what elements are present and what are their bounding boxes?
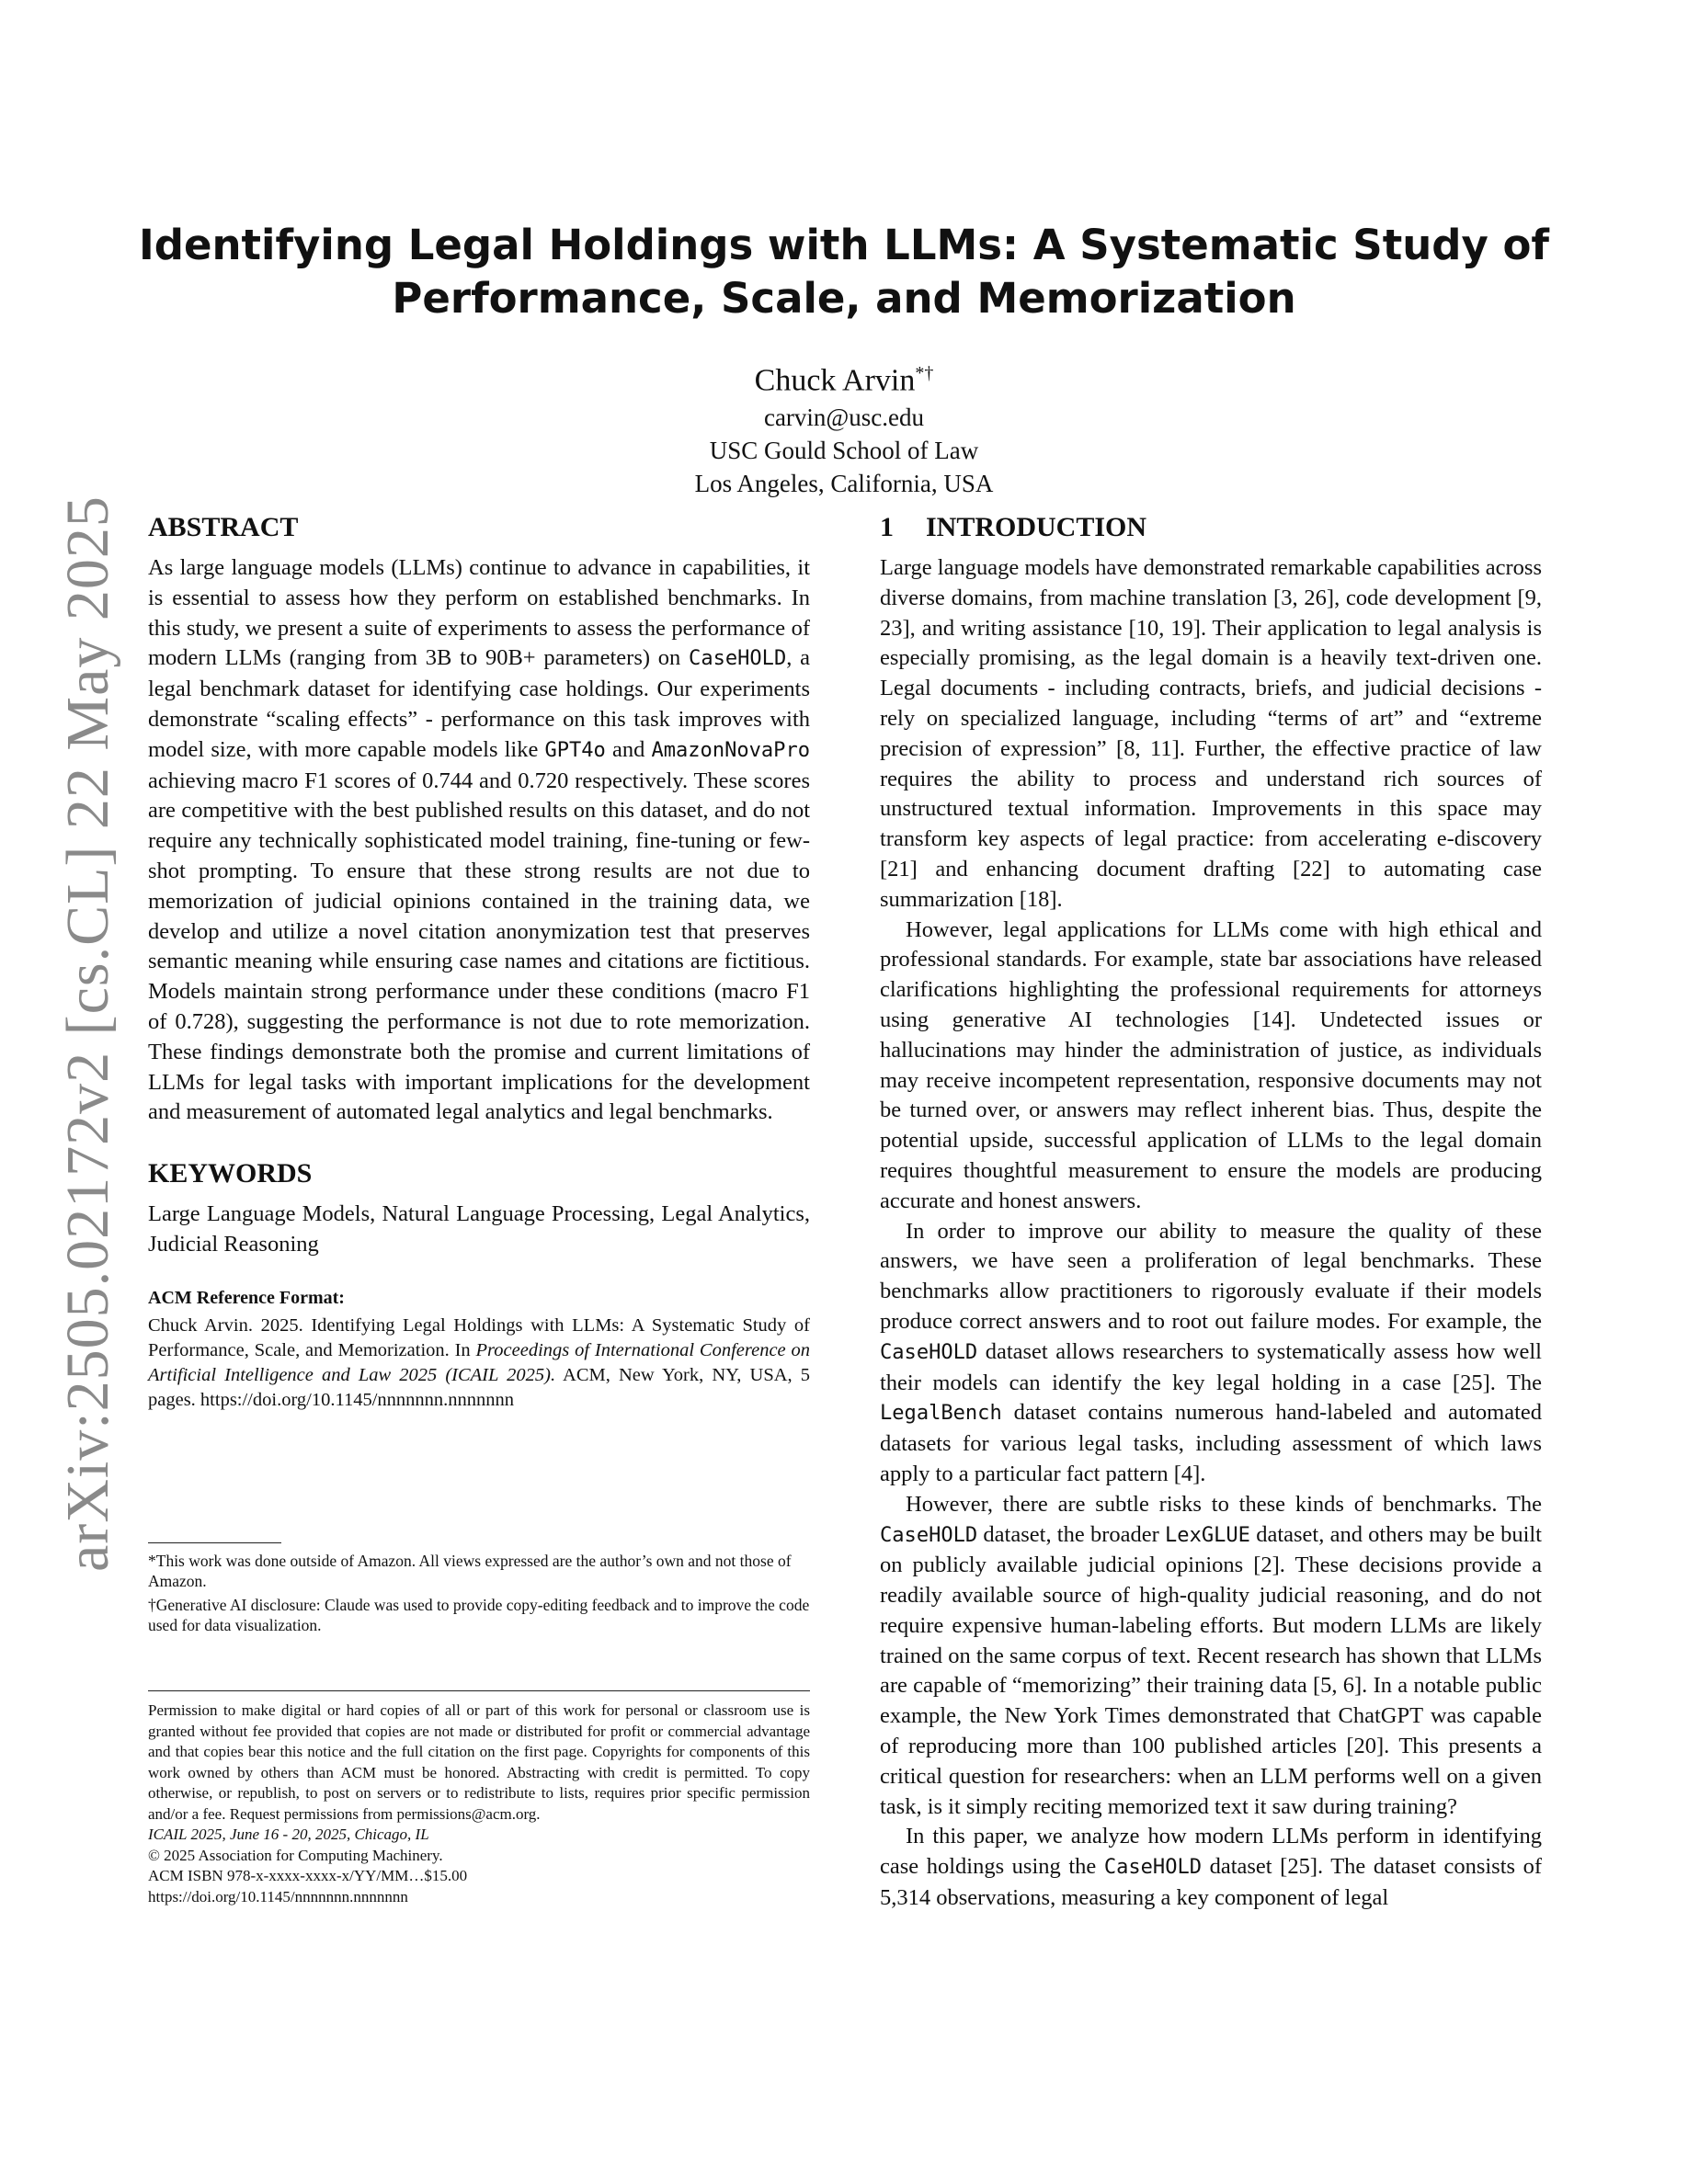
isbn-line: ACM ISBN 978-x-xxxx-xxxx-x/YY/MM…$15.00 xyxy=(148,1867,468,1884)
footnote-1: *This work was done outside of Amazon. All views expressed are the author’s own and not those of Amazon. xyxy=(148,1552,792,1590)
permission-rule xyxy=(148,1690,810,1691)
keywords-text: Large Language Models, Natural Language Processing, Legal Analytics, Judicial Reasoning xyxy=(148,1201,810,1257)
footnote-2: †Generative AI disclosure: Claude was used to provide copy-editing feedback and to improve the code used for data visualization. xyxy=(148,1596,810,1634)
intro-paragraph-2: However, legal applications for LLMs come with high ethical and professional standards. For example, state bar associations have released clarifications highlighting the professional requirements for attorneys using generative AI technologies [14]. Undetected issues or hallucinations may hinder the administration of justice, as individuals may receive incompetent representation, responsive documents may not be turned over, or answers may reflect inherent bias. Thus, despite the potential upside, successful application of LLMs to the legal domain requires thoughtful measurement to ensure the models are producing accurate and honest answers. xyxy=(880,916,1542,1213)
abstract-heading: ABSTRACT xyxy=(148,512,299,542)
title-line-1: Identifying Legal Holdings with LLMs: A Systematic Study of xyxy=(139,221,1549,269)
introduction-heading: 1 INTRODUCTION xyxy=(880,512,1147,542)
footnote-rule xyxy=(148,1542,281,1543)
author-email: carvin@usc.edu xyxy=(763,404,925,432)
intro-paragraph-3: In order to improve our ability to measure the quality of these answers, we have seen a proliferation of legal benchmarks. These benchmarks allow practitioners to rigorously evaluate if their models produce correct answers and to root out failure modes. For example, the CaseHOLD dataset allows researchers to systematically assess how well their models can identify the key legal holding in a case [25]. The LegalBench dataset contains numerous hand-labeled and automated datasets for various legal tasks, including assessment of which laws apply to a particular fact pattern [4]. xyxy=(880,1218,1542,1486)
intro-paragraph-1: Large language models have demonstrated remarkable capabilities across diverse domains, from machine translation [3, 26], code development [9, 23], and writing assistance [10, 19]. Their application to legal analysis is especially promising, as the legal domain is a heavily text-driven one. Legal documents - including contracts, briefs, and judicial decisions - rely on specialized language, including “terms of art” and “extreme precision of expression” [8, 11]. Further, the effective practice of law requires the ability to process and understand rich sources of unstructured textual information. Improvements in this space may transform key aspects of legal practice: from accelerating e-discovery [21] and enhancing document drafting [22] to automating case summarization [18]. xyxy=(880,555,1542,912)
acm-reference-heading: ACM Reference Format: xyxy=(148,1287,345,1308)
author-location: Los Angeles, California, USA xyxy=(694,470,994,498)
title-line-2: Performance, Scale, and Memorization xyxy=(392,274,1296,323)
permission-text: Permission to make digital or hard copies of all or part of this work for personal or classroom use is granted without fee provided that copies are not made or distributed for profit or commercial advantage and that copies bear this notice and the full citation on the first page. Copyrights for components of this work owned by others than ACM must be honored. Abstracting with credit is permitted. To copy otherwise, or republish, to post on servers or to redistribute to lists, requires prior specific permission and/or a fee. Request permissions from permissions@acm.org. xyxy=(148,1701,810,1823)
author-marks: *† xyxy=(915,363,934,383)
arxiv-stamp: arXiv:2505.02172v2 [cs.CL] 22 May 2025 xyxy=(54,495,121,1572)
conference-line: ICAIL 2025, June 16 - 20, 2025, Chicago, IL xyxy=(148,1826,429,1843)
right-column xyxy=(880,511,1542,1914)
author-institution: USC Gould School of Law xyxy=(709,437,979,465)
copyright-line: © 2025 Association for Computing Machinery. xyxy=(148,1846,443,1864)
acm-reference-text: Chuck Arvin. 2025. Identifying Legal Holdings with LLMs: A Systematic Study of Performance, Scale, and Memorization. In Proceedings of International Conference on Artificial Intelligence and Law 2025 (ICAIL 2025). ACM, New York, NY, USA, 5 pages. https://doi.org/10.1145/nnnnnnn.nnnnnnn xyxy=(148,1314,810,1410)
author-name: Chuck Arvin*† xyxy=(754,363,934,398)
intro-paragraph-5: In this paper, we analyze how modern LLMs perform in identifying case holdings using the CaseHOLD dataset [25]. The dataset consists of 5,314 observations, measuring a key component of legal xyxy=(880,1824,1543,1911)
abstract-text: As large language models (LLMs) continue to advance in capabilities, it is essential to assess how they perform on established benchmarks. In this study, we present a suite of experiments to assess the performance of modern LLMs (ranging from 3B to 90B+ parameters) on CaseHOLD, a legal benchmark dataset for identifying case holdings. Our experiments demonstrate “scaling effects” - performance on this task improves with model size, with more capable models like GPT4o and AmazonNovaPro achieving macro F1 scores of 0.744 and 0.720 respectively. These scores are competitive with the best published results on this dataset, and do not require any technically sophisticated model training, fine-tuning or few-shot prompting. To ensure that these strong results are not due to memorization of judicial opinions contained in the training data, we develop and utilize a novel citation anonymization test that preserves semantic meaning while ensuring case names and citations are fictitious. Models maintain strong performance under these conditions (macro F1 of 0.728), suggesting the performance is not due to rote memorization. These findings demonstrate both the promise and current limitations of LLMs for legal tasks with important implications for the development and measurement of automated legal analytics and legal benchmarks. xyxy=(148,555,811,1125)
left-column xyxy=(148,511,810,1413)
footnotes xyxy=(148,1542,810,1639)
intro-paragraph-4: However, there are subtle risks to these kinds of benchmarks. The CaseHOLD dataset, the broader LexGLUE dataset, and others may be built on publicly available judicial opinions [2]. These decisions provide a readily available source of high-quality judicial reasoning, and do not require expensive human-labeling efforts. But modern LLMs are likely trained on the same corpus of text. Recent research has shown that LLMs are capable of “memorizing” their training data [5, 6]. In a notable public example, the New York Times demonstrated that ChatGPT was capable of reproducing more than 100 published articles [20]. This presents a critical question for researchers: when an LLM performs well on a given task, is it simply reciting memorized text it saw during training? xyxy=(880,1491,1542,1819)
keywords-heading: KEYWORDS xyxy=(148,1158,313,1189)
acm-reference xyxy=(148,1286,810,1413)
paper-title xyxy=(138,219,1550,325)
permission-block xyxy=(148,1690,810,1907)
doi-line: https://doi.org/10.1145/nnnnnnn.nnnnnnn xyxy=(148,1887,408,1905)
author-block xyxy=(0,353,1688,500)
section-number: 1 xyxy=(880,512,894,542)
